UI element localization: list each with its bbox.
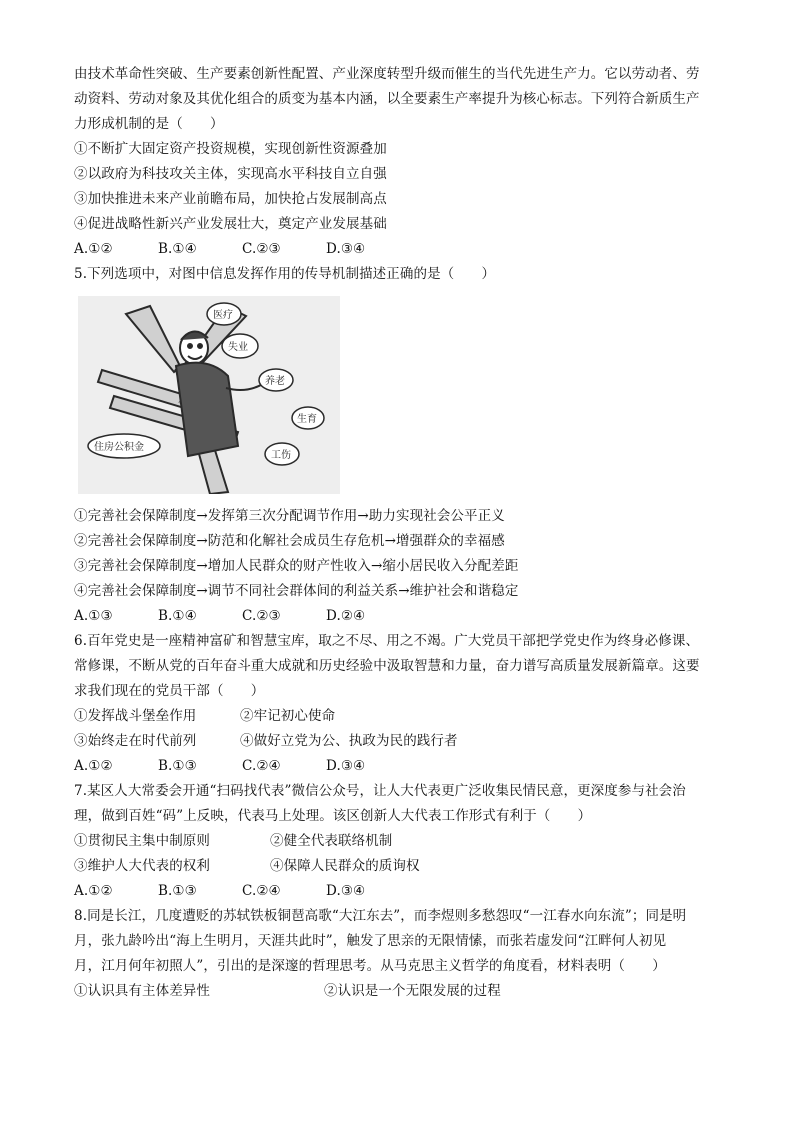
bubble-medical [207, 303, 241, 325]
document-page [74, 62, 724, 1004]
q4-item-2: ②以政府为科技攻关主体，实现高水平科技自立自强 [74, 166, 387, 182]
q8-stem-line-2: 月，张九龄吟出“海上生明月，天涯共此时”，触发了思亲的无限情愫，而张若虚发问“江畔何人初见 [74, 933, 667, 949]
q6-item-3: ③始终走在时代前列 [74, 733, 197, 749]
question-8 [74, 904, 724, 1004]
q4-stem-line-2: 动资料、劳动对象及其优化组合的质变为基本内涵，以全要素生产率提升为核心标志。下列符合新质生产 [74, 91, 700, 107]
q5-item-4: ④完善社会保障制度→调节不同社会群体间的利益关系→维护社会和谐稳定 [74, 583, 519, 599]
social-security-cartoon [78, 296, 340, 494]
q7-item-3: ③维护人大代表的权利 [74, 858, 210, 874]
svg-text:养老: 养老 [265, 376, 285, 387]
q5-option-b: B.①④ [158, 608, 197, 624]
bubble-maternity [292, 407, 324, 429]
q6-stem-line-1: 6.百年党史是一座精神富矿和智慧宝库，取之不尽、用之不竭。广大党员干部把学党史作为终身必修课、 [74, 633, 700, 649]
q6-option-c: C.②④ [242, 758, 281, 774]
question-6 [74, 629, 724, 779]
q7-items-row-2 [74, 854, 724, 879]
q7-stem-line-2: 理，做到百姓“码”上反映，代表马上处理。该区创新人大代表工作形式有利于（ ） [74, 808, 592, 824]
q5-options [74, 604, 724, 629]
q5-item-3: ③完善社会保障制度→增加人民群众的财产性收入→缩小居民收入分配差距 [74, 558, 519, 574]
q6-option-a: A.①② [74, 758, 113, 774]
svg-text:失业: 失业 [228, 342, 248, 353]
q7-option-a: A.①② [74, 883, 113, 899]
q8-item-1: ①认识具有主体差异性 [74, 983, 210, 999]
q7-item-1: ①贯彻民主集中制原则 [74, 833, 210, 849]
q5-stem: 5.下列选项中，对图中信息发挥作用的传导机制描述正确的是（ ） [74, 266, 496, 282]
svg-text:生育: 生育 [297, 414, 317, 425]
q4-stem-line-1: 由技术革命性突破、生产要素创新性配置、产业深度转型升级而催生的当代先进生产力。它以劳动者、劳 [74, 66, 700, 82]
q6-item-4: ④做好立党为公、执政为民的践行者 [240, 733, 458, 749]
q5-option-c: C.②③ [242, 608, 281, 624]
q6-items-row-1 [74, 704, 724, 729]
q7-items-row-1 [74, 829, 724, 854]
q8-item-2: ②认识是一个无限发展的过程 [324, 983, 501, 999]
bubble-unemployment [222, 334, 258, 358]
q6-stem-line-2: 常修课，不断从党的百年奋斗重大成就和历史经验中汲取智慧和力量，奋力谱写高质量发展新篇章。这要 [74, 658, 700, 674]
q5-item-1: ①完善社会保障制度→发挥第三次分配调节作用→助力实现社会公平正义 [74, 508, 505, 524]
q4-option-a: A.①② [74, 241, 113, 257]
q4-stem-line-3: 力形成机制的是（ ） [74, 116, 224, 132]
q7-item-4: ④保障人民群众的质询权 [270, 858, 420, 874]
q8-stem-line-1: 8.同是长江，几度遭贬的苏轼铁板铜琶高歌“大江东去”，而李煜则多愁怨叹“一江春水向东流”；同是明 [74, 908, 687, 924]
q6-item-1: ①发挥战斗堡垒作用 [74, 708, 197, 724]
q6-item-2: ②牢记初心使命 [240, 708, 336, 724]
q4-options [74, 237, 724, 262]
q7-stem-line-1: 7.某区人大常委会开通“扫码找代表”微信公众号，让人大代表更广泛收集民情民意，更深度参与社会治 [74, 783, 686, 799]
q6-option-b: B.①③ [158, 758, 197, 774]
q5-option-a: A.①③ [74, 608, 113, 624]
svg-text:医疗: 医疗 [213, 310, 233, 321]
q7-options [74, 879, 724, 904]
q8-stem-line-3: 月，江月何年初照人”，引出的是深邃的哲理思考。从马克思主义哲学的角度看，材料表明（ ） [74, 958, 666, 974]
bubble-pension [259, 369, 293, 391]
q6-option-d: D.③④ [326, 758, 366, 774]
question-5 [74, 262, 724, 629]
q7-option-b: B.①③ [158, 883, 197, 899]
q5-option-d: D.②④ [326, 608, 366, 624]
q8-items-row-1 [74, 979, 724, 1004]
q7-option-c: C.②④ [242, 883, 281, 899]
q4-option-c: C.②③ [242, 241, 281, 257]
q5-item-2: ②完善社会保障制度→防范和化解社会成员生存危机→增强群众的幸福感 [74, 533, 505, 549]
q7-item-2: ②健全代表联络机制 [270, 833, 393, 849]
question-7 [74, 779, 724, 904]
q6-stem-line-3: 求我们现在的党员干部（ ） [74, 683, 265, 699]
q4-option-b: B.①④ [158, 241, 197, 257]
svg-text:住房公积金: 住房公积金 [94, 442, 144, 453]
q6-items-row-2 [74, 729, 724, 754]
bubble-work-injury [265, 443, 299, 465]
q6-options [74, 754, 724, 779]
cartoon-illustration [78, 296, 340, 494]
question-4 [74, 62, 724, 262]
q7-option-d: D.③④ [326, 883, 366, 899]
q4-item-4: ④促进战略性新兴产业发展壮大，奠定产业发展基础 [74, 216, 387, 232]
q4-item-3: ③加快推进未来产业前瞻布局，加快抢占发展制高点 [74, 191, 387, 207]
q4-item-1: ①不断扩大固定资产投资规模，实现创新性资源叠加 [74, 141, 387, 157]
bubble-housing-fund [88, 434, 160, 458]
q4-option-d: D.③④ [326, 241, 366, 257]
svg-text:工伤: 工伤 [271, 450, 291, 461]
